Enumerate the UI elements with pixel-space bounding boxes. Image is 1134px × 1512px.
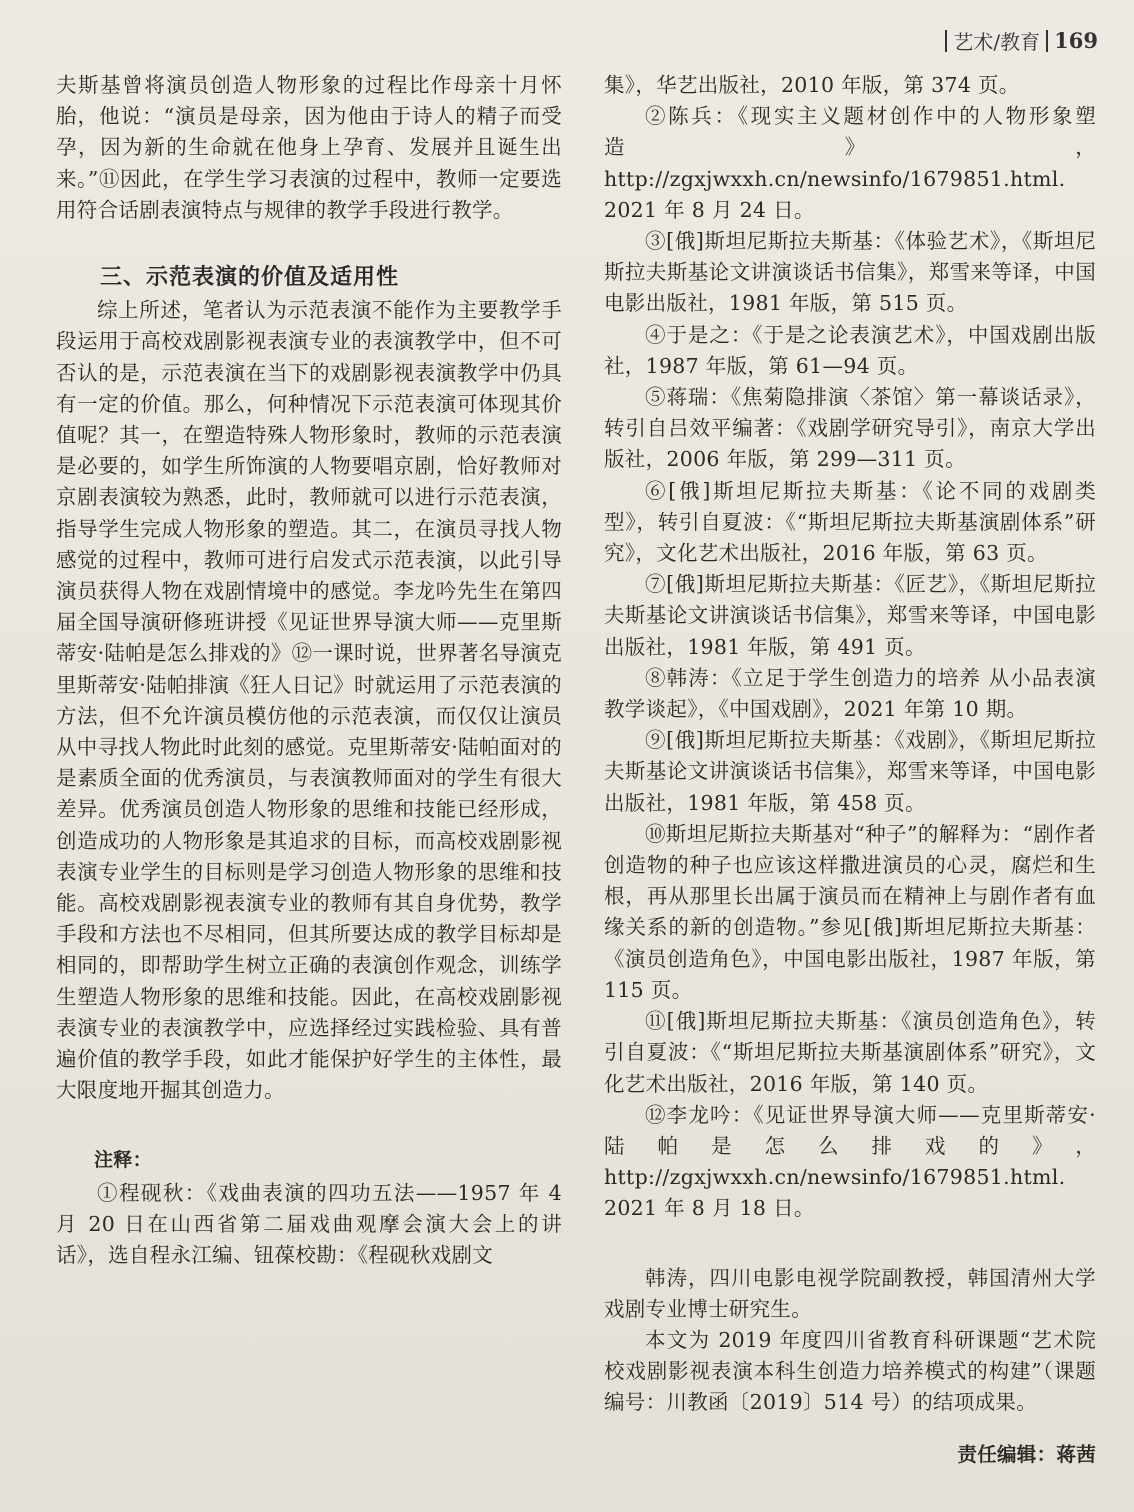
note-item: ①程砚秋：《戏曲表演的四功五法——1957 年 4 月 20 日在山西省第二届戏曲观摩会演大会上的讲话》，选自程永江编、钮葆校勘：《程砚秋戏剧文: [56, 1180, 562, 1268]
header-divider: [945, 30, 947, 52]
responsible-editor: 责任编辑：蒋茜: [957, 1442, 1096, 1466]
funding-note: 本文为 2019 年度四川省教育科研课题“艺术院校戏剧影视表演本科生创造力培养模式的构建”（课题编号：川教函〔2019〕514 号）的结项成果。: [604, 1327, 1096, 1415]
author-info: [604, 1263, 1096, 1419]
note-item: ⑪[俄]斯坦尼斯拉夫斯基：《演员创造角色》，转引自夏波：《“斯坦尼斯拉夫斯基演剧体系”研究》，文化艺术出版社，2016 年版，第 140 页。: [604, 1009, 1096, 1096]
author-bio: 韩涛，四川电影电视学院副教授，韩国清州大学戏剧专业博士研究生。: [604, 1265, 1096, 1321]
section-heading: 三、示范表演的价值及适用性: [100, 265, 400, 291]
left-column: [56, 70, 562, 1271]
note-item: ④于是之：《于是之论表演艺术》，中国戏剧出版社，1987 年版，第 61—94 页。: [604, 322, 1096, 378]
note-item: ⑩斯坦尼斯拉夫斯基对“种子”的解释为：“剧作者创造物的种子也应该这样撒进演员的心灵，腐烂和生根，再从那里长出属于演员而在精神上与剧作者有血缘关系的新的创造物。”参见[俄]斯坦尼斯拉夫斯基：《演员创造角色》，中国电影出版社，1987 年版，第 115 页。: [604, 821, 1096, 1002]
right-column: [604, 70, 1096, 1470]
body-paragraph: 综上所述，笔者认为示范表演不能作为主要教学手段运用于高校戏剧影视表演专业的表演教学中，但不可否认的是，示范表演在当下的戏剧影视表演教学中仍具有一定的价值。那么，何种情况下示范表演可体现其价值呢？其一，在塑造特殊人物形象时，教师的示范表演是必要的，如学生所饰演的人物要唱京剧，恰好教师对京剧表演较为熟悉，此时，教师就可以进行示范表演，指导学生完成人物形象的塑造。其二，在演员寻找人物感觉的过程中，教师可进行启发式示范表演，以此引导演员获得人物在戏剧情境中的感觉。李龙吟先生在第四届全国导演研修班讲授《见证世界导演大师——克里斯蒂安·陆帕是怎么排戏的》⑫一课时说，世界著名导演克里斯蒂安·陆帕排演《狂人日记》时就运用了示范表演的方法，但不允许演员模仿他的示范表演，而仅仅让演员从中寻找人物此时此刻的感觉。克里斯蒂安·陆帕面对的是素质全面的优秀演员，与表演教师面对的学生有很大差异。优秀演员创造人物形象的思维和技能已经形成，创造成功的人物形象是其追求的目标，而高校戏剧影视表演专业学生的目标则是学习创造人物形象的思维和技能。高校戏剧影视表演专业的教师有其自身优势，教学手段和方法也不尽相同，但其所要达成的教学目标却是相同的，即帮助学生树立正确的表演创作观念，训练学生塑造人物形象的思维和技能。因此，在高校戏剧影视表演专业的表演教学中，应选择经过实践检验、具有普遍价值的教学手段，如此才能保护好学生的主体性，最大限度地开掘其创造力。: [56, 298, 563, 1103]
note-item: ③[俄]斯坦尼斯拉夫斯基：《体验艺术》，《斯坦尼斯拉夫斯基论文讲演谈话书信集》，郑雪来等译，中国电影出版社，1981 年版，第 515 页。: [604, 229, 1096, 316]
note-item: ⑫李龙吟：《见证世界导演大师——克里斯蒂安·陆帕是怎么排戏的》，http://zgxjwxxh.cn/newsinfo/1679851.html. 2021 年 8 月 18 日。: [604, 1102, 1096, 1221]
note-item: 集》，华艺出版社，2010 年版，第 374 页。: [604, 73, 1020, 97]
running-header: [945, 26, 1098, 55]
note-item: ②陈兵：《现实主义题材创作中的人物形象塑造》，http://zgxjwxxh.cn/newsinfo/1679851.html. 2021 年 8 月 24 日。: [604, 104, 1096, 222]
note-item: ⑨[俄]斯坦尼斯拉夫斯基：《戏剧》，《斯坦尼斯拉夫斯基论文讲演谈话书信集》，郑雪来等译，中国电影出版社，1981 年版，第 458 页。: [604, 728, 1096, 815]
notes-heading: 注释：: [94, 1148, 152, 1171]
note-item: ⑥[俄]斯坦尼斯拉夫斯基：《论不同的戏剧类型》，转引自夏波：《“斯坦尼斯拉夫斯基演剧体系”研究》，文化艺术出版社，2016 年版，第 63 页。: [604, 478, 1096, 566]
intro-paragraph: 夫斯基曾将演员创造人物形象的过程比作母亲十月怀胎，他说：“演员是母亲，因为他由于诗人的精子而受孕，因为新的生命就在他身上孕育、发展并且诞生出来。”⑪因此，在学生学习表演的过程中，教师一定要选用符合话剧表演特点与规律的教学手段进行教学。: [56, 73, 562, 222]
note-item: ⑦[俄]斯坦尼斯拉夫斯基：《匠艺》，《斯坦尼斯拉夫斯基论文讲演谈话书信集》，郑雪来等译，中国电影出版社，1981 年版，第 491 页。: [604, 572, 1096, 659]
note-item: ⑧韩涛：《立足于学生创造力的培养 从小品表演教学谈起》，《中国戏剧》，2021 年第 10 期。: [604, 665, 1096, 722]
page-number: 169: [1054, 28, 1098, 53]
note-item: ⑤蒋瑞：《焦菊隐排演〈茶馆〉第一幕谈话录》，转引自吕效平编著：《戏剧学研究导引》，南京大学出版社，2006 年版，第 299—311 页。: [604, 385, 1096, 472]
header-divider: [1046, 30, 1048, 52]
header-section: 艺术/教育: [953, 30, 1041, 54]
